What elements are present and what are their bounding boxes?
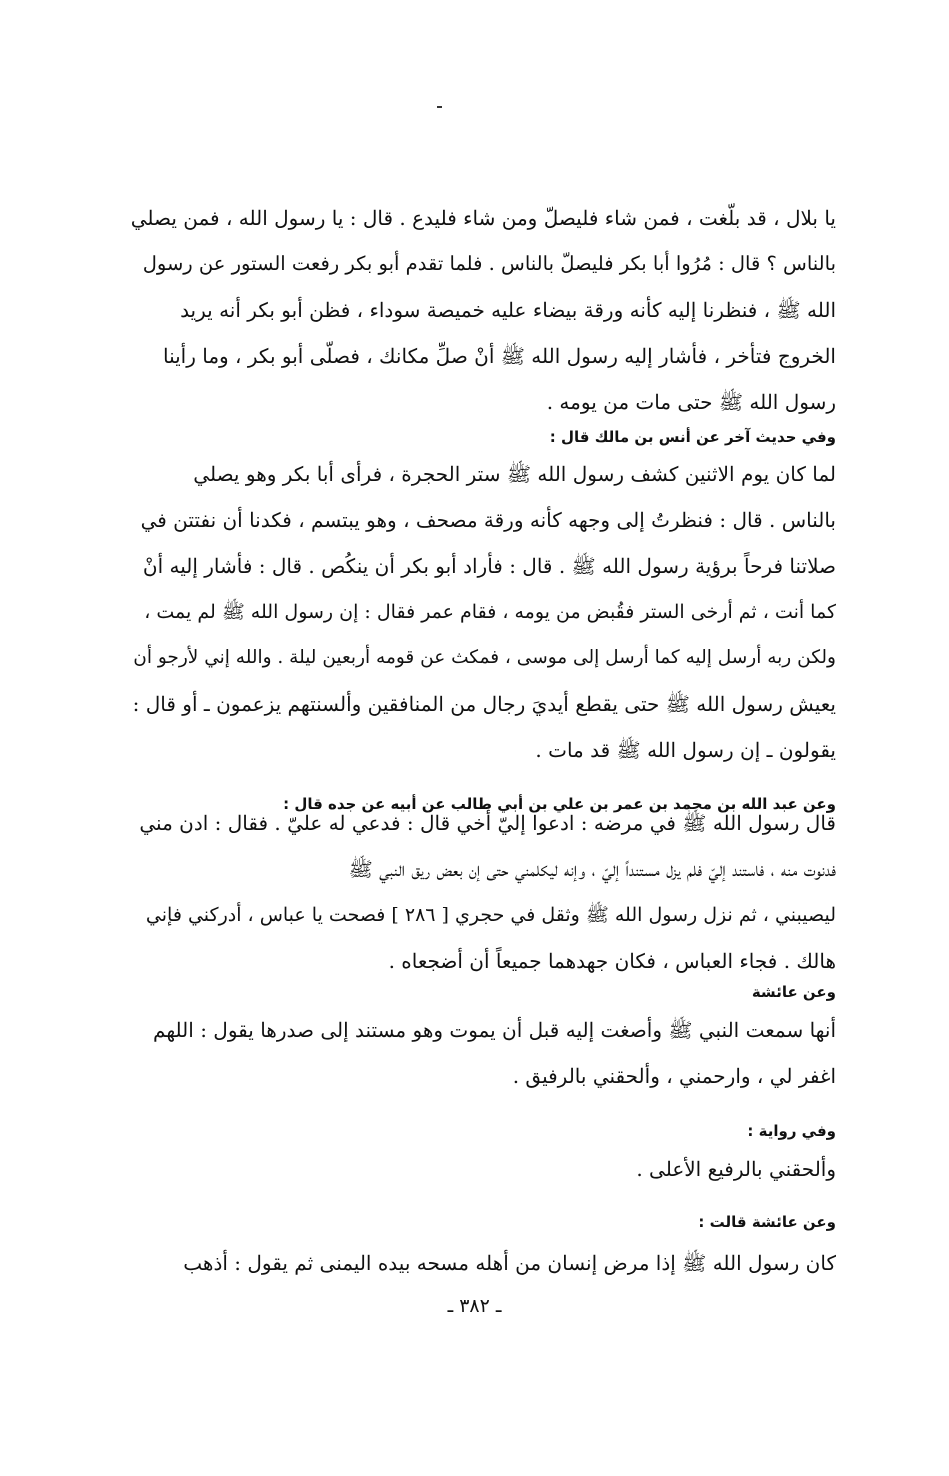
paragraph-2 — [130, 451, 836, 773]
text-line: كما أنت ، ثم أرخى الستر فقُبض من يومه ، فقام عمر فقال : إن رسول الله ﷺ لم يمت ، — [144, 601, 836, 623]
text-line: وألحقني بالرفيع الأعلى . — [636, 1157, 836, 1181]
text-line: أنها سمعت النبي ﷺ وأصغت إليه قبل أن يموت وهو مستند إلى صدرها يقول : اللهم — [153, 1018, 836, 1042]
text-line: لما كان يوم الاثنين كشف رسول الله ﷺ ستر الحجرة ، فرأى أبا بكر وهو يصلي — [193, 462, 836, 486]
text-line: اغفر لي ، وارحمني ، وألحقني بالرفيق . — [512, 1064, 836, 1088]
text-line: ولكن ربه أرسل إليه كما أرسل إلى موسى ، فمكث عن قومه أربعين ليلة . والله إني لأرجو أن — [133, 647, 836, 668]
section-heading: وفي حديث آخر عن أنس بن مالك قال : — [549, 428, 836, 446]
text-line: يا بلال ، قد بلّغت ، فمن شاء فليصلّ ومن شاء فليدع . قال : يا رسول الله ، فمن يصلي — [130, 206, 836, 230]
text-line: هالك . فجاء العباس ، فكان جهدهما جميعاً أن أضجعاه . — [388, 949, 836, 973]
text-line: بالناس . قال : فنظرتُ إلى وجهه كأنه ورقة مصحف ، وهو يبتسم ، فكدنا أن نفتتن في — [140, 508, 836, 532]
text-line: يعيش رسول الله ﷺ حتى يقطع أيديَ رجال من المنافقين وألسنتهم يزعمون ـ أو قال : — [132, 692, 836, 716]
text-line: قال رسول الله ﷺ في مرضه : ادعوا إليّ أخي قال : فدعي له عليّ . فقال : ادن مني — [139, 811, 836, 835]
section-heading: وفي رواية : — [747, 1122, 836, 1140]
paragraph-1 — [130, 195, 836, 425]
paragraph-6 — [130, 1240, 836, 1286]
paragraph-3 — [130, 800, 836, 984]
text-line: يقولون ـ إن رسول الله ﷺ قد مات . — [535, 738, 836, 762]
text-line: ليصيبني ، ثم نزل رسول الله ﷺ وثقل في حجري [ ٢٨٦ ] فصحت يا عباس ، أدركني فإني — [145, 904, 836, 926]
page-number: ـ ٣٨٢ ـ — [447, 1295, 502, 1317]
text-line: رسول الله ﷺ حتى مات من يومه . — [546, 390, 836, 414]
text-line: فدنوت منه ، فاستند إليّ فلم يزل مستنداً إليّ ، وإنه ليكلمني حتى إن بعض ريق النبي ﷺ — [348, 857, 836, 881]
text-line: الخروج فتأخر ، فأشار إليه رسول الله ﷺ أنْ صلِّ مكانك ، فصلّى أبو بكر ، وما رأينا — [162, 344, 836, 368]
text-line: صلاتنا فرحاً برؤية رسول الله ﷺ . قال : فأراد أبو بكر أن ينكُص . قال : فأشار إليه أنْ — [142, 554, 836, 578]
text-line: الله ﷺ ، فنظرنا إليه كأنه ورقة بيضاء عليه خميصة سوداء ، فظن أبو بكر أنه يريد — [180, 298, 836, 322]
text-line: بالناس ؟ قال : مُرُوا أبا بكر فليصلّ بالناس . فلما تقدم أبو بكر رفعت الستور عن رسول — [142, 252, 836, 275]
section-heading: وعن عائشة قالت : — [698, 1213, 836, 1231]
text-line: كان رسول الله ﷺ إذا مرض إنسان من أهله مسحه بيده اليمنى ثم يقول : أذهب — [183, 1251, 836, 1275]
paragraph-5 — [130, 1146, 836, 1192]
paragraph-4 — [130, 1007, 836, 1099]
section-heading: وعن عبد الله بن محمد بن عمر بن علي بن أبي طالب عن أبيه عن جده قال : — [283, 795, 836, 813]
header-mark — [437, 106, 442, 108]
section-heading: وعن عائشة — [751, 983, 836, 1001]
